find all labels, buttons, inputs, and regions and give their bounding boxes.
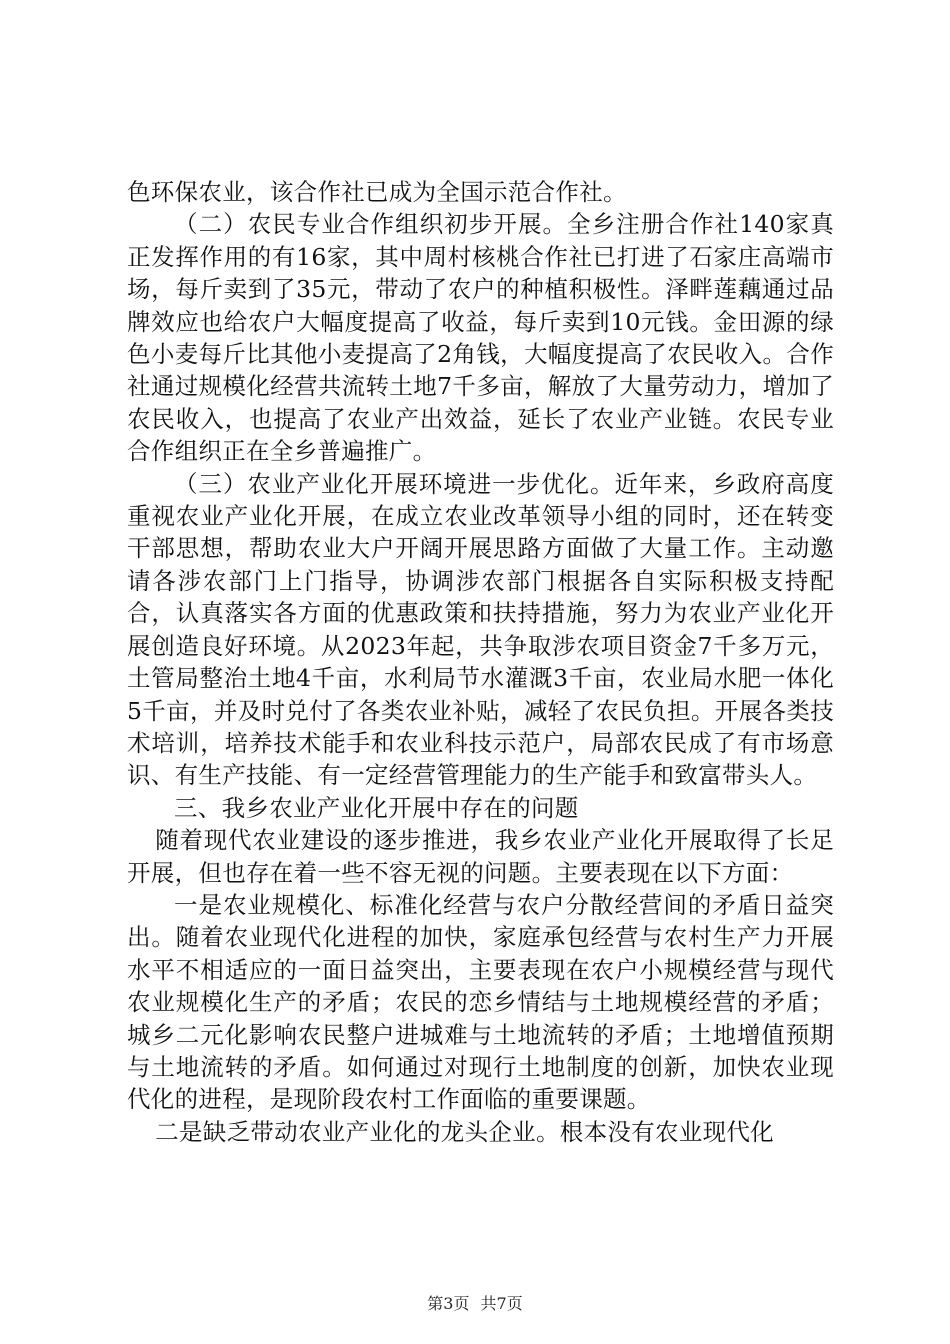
paragraph-continuation: 色环保农业，该合作社已成为全国示范合作社。 (127, 178, 627, 206)
paragraph-problems-intro: 随着现代农业建设的逐步推进，我乡农业产业化开展取得了长足开展，但也存在着一些不容无视的问题。主要表现在以下方面： (127, 826, 834, 887)
page-total: 共7页 (480, 1294, 523, 1313)
section-heading-problems: 三、我乡农业产业化开展中存在的问题 (174, 793, 579, 822)
paragraph-environment: （三）农业产业化开展环境进一步优化。近年来，乡政府高度重视农业产业化开展，在成立农业改革领导小组的同时，还在转变干部思想，帮助农业大户开阔开展思路方面做了大量工作。主动邀请各涉农部门上门指导，协调涉农部门根据各自实际积极支持配合，认真落实各方面的优惠政策和扶持措施，努力为农业产业化开展创造良好环境。从2023年起，共争取涉农项目资金7千多万元，土管局整治土地4千亩，水利局节水灌溉3千亩，农业局水肥一体化5千亩，并及时兑付了各类农业补贴，减轻了农民负担。开展各类技术培训，培养技术能手和农业科技示范户，局部农民成了有市场意识、有生产技能、有一定经营管理能力的生产能手和致富带头人。 (127, 469, 834, 790)
page-footer (0, 1294, 950, 1314)
paragraph-problem-one: 一是农业规模化、标准化经营与农户分散经营间的矛盾日益突出。随着农业现代化进程的加快，家庭承包经营与农村生产力开展水平不相适应的一面日益突出，主要表现在农户小规模经营与现代农业规模化生产的矛盾；农民的恋乡情结与土地规模经营的矛盾；城乡二元化影响农民整户进城难与土地流转的矛盾；土地增值预期与土地流转的矛盾。如何通过对现行土地制度的创新，加快农业现代化的进程，是现阶段农村工作面临的重要课题。 (127, 890, 834, 1114)
paragraph-cooperatives: （二）农民专业合作组织初步开展。全乡注册合作社140家真正发挥作用的有16家，其中周村核桃合作社已打进了石家庄高端市场，每斤卖到了35元，带动了农户的种植积极性。泽畔莲藕通过品牌效应也给农户大幅度提高了收益，每斤卖到10元钱。金田源的绿色小麦每斤比其他小麦提高了2角钱，大幅度提高了农民收入。合作社通过规模化经营共流转土地7千多亩，解放了大量劳动力，增加了农民收入，也提高了农业产出效益，延长了农业产业链。农民专业合作组织正在全乡普遍推广。 (127, 210, 834, 466)
page-number: 第3页 (427, 1294, 470, 1313)
paragraph-problem-two: 二是缺乏带动农业产业化的龙头企业。根本没有农业现代化 (155, 1117, 774, 1146)
document-body (127, 176, 834, 1148)
